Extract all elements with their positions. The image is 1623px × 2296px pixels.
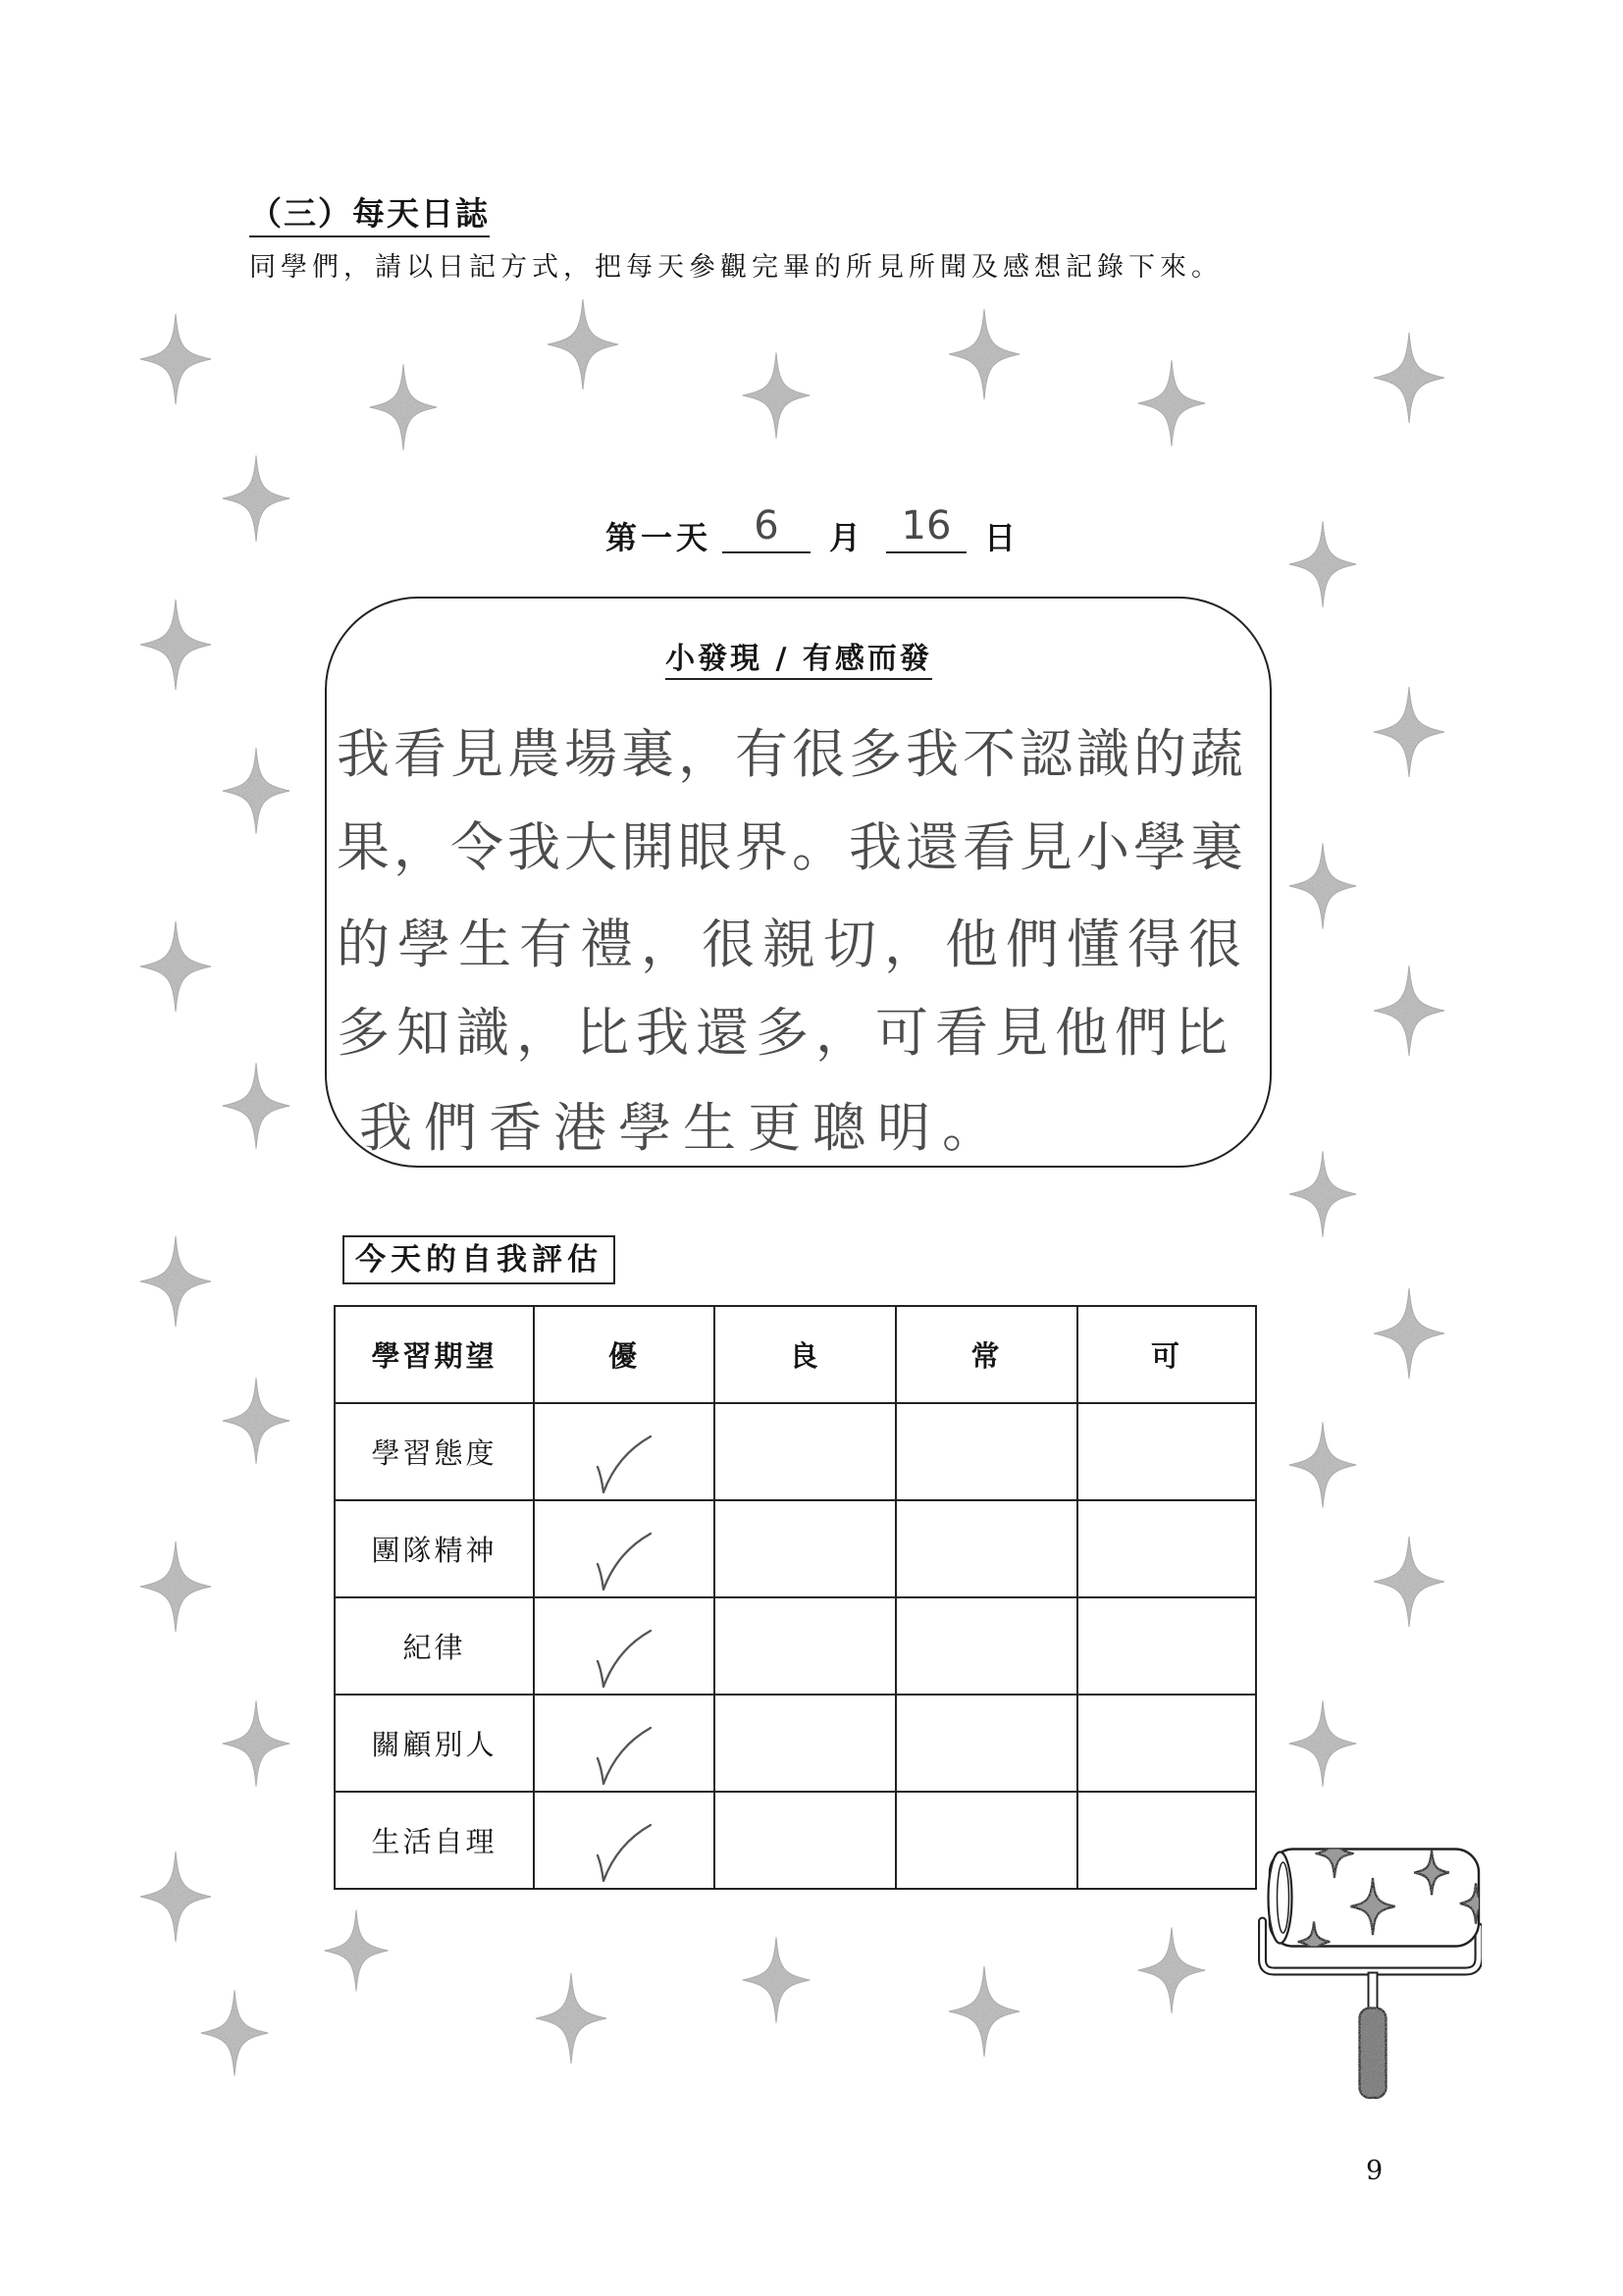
rating-cell [1077,1695,1256,1792]
star-decoration-icon [1374,965,1444,1056]
month-value: 6 [754,503,779,548]
check-mark-icon [594,1531,653,1593]
header-good: 良 [714,1306,896,1403]
rating-cell [896,1403,1077,1500]
criteria-label: 學習態度 [335,1403,534,1500]
rating-cell [714,1695,896,1792]
rating-cell [896,1597,1077,1695]
handwritten-line: 我們香港學生更聰明。 [359,1097,1007,1159]
star-decoration-icon [949,309,1020,399]
star-decoration-icon [223,1700,289,1786]
header-excellent: 優 [534,1306,714,1403]
table-row [335,1500,1256,1597]
header-criteria: 學習期望 [335,1306,534,1403]
star-decoration-icon [1289,1700,1356,1786]
star-decoration-icon [223,1063,289,1148]
rating-cell [534,1500,714,1597]
rating-cell [896,1695,1077,1792]
star-decoration-icon [1289,843,1356,928]
star-decoration-icon [548,299,618,390]
star-decoration-icon [536,1973,606,2063]
star-decoration-icon [743,352,810,438]
star-decoration-icon [949,1966,1020,2057]
handwritten-line: 的學生有禮，很親切，他們懂得很 [337,913,1249,975]
star-decoration-icon [370,364,437,449]
rating-cell [534,1695,714,1792]
month-unit: 月 [829,519,865,556]
table-header-row [335,1306,1256,1403]
rating-cell [714,1403,896,1500]
section-heading: （三）每天日誌 [249,194,490,237]
rating-cell [1077,1500,1256,1597]
self-evaluation-table [334,1305,1257,1890]
reflection-title-text: 小發現 / 有感而發 [665,642,932,680]
rating-cell [896,1500,1077,1597]
rating-cell [714,1597,896,1695]
rating-cell [534,1792,714,1889]
header-average: 常 [896,1306,1077,1403]
rating-cell [1077,1597,1256,1695]
instruction-text: 同學們，請以日記方式，把每天參觀完畢的所見所聞及感想記錄下來。 [249,252,1223,283]
star-decoration-icon [1289,1422,1356,1507]
day-value: 16 [901,503,952,548]
star-decoration-icon [140,1236,211,1327]
rating-cell [1077,1792,1256,1889]
reflection-title [325,640,1273,679]
star-decoration-icon [140,600,211,690]
criteria-label: 紀律 [335,1597,534,1695]
star-decoration-icon [140,1541,211,1632]
star-decoration-icon [140,1852,211,1942]
star-decoration-icon [223,455,289,541]
check-mark-icon [594,1725,653,1788]
check-mark-icon [594,1628,653,1691]
table-row [335,1792,1256,1889]
page-number: 9 [1366,2156,1384,2186]
rating-cell [714,1792,896,1889]
star-decoration-icon [201,1990,268,2075]
star-decoration-icon [1289,1151,1356,1236]
rating-cell [1077,1403,1256,1500]
star-decoration-icon [1374,1288,1444,1379]
day-label: 第一天 [605,519,712,556]
rating-cell [896,1792,1077,1889]
star-decoration-icon [743,1937,810,2022]
star-decoration-icon [140,314,211,404]
star-decoration-icon [1374,687,1444,777]
handwritten-line: 多知識，比我還多，可看見他們比 [337,1002,1234,1064]
roller-drum [1269,1845,1483,1962]
rating-cell [534,1403,714,1500]
check-mark-icon [594,1822,653,1885]
criteria-label: 團隊精神 [335,1500,534,1597]
day-unit: 日 [984,519,1021,556]
header-fair: 可 [1077,1306,1256,1403]
handwritten-line: 果，令我大開眼界。我還看見小學裏 [337,816,1247,878]
star-decoration-icon [140,921,211,1012]
star-decoration-icon [223,1378,289,1463]
star-decoration-icon [223,748,289,833]
rating-cell [714,1500,896,1597]
star-decoration-icon [325,1910,389,1992]
reflection-box [325,597,1272,1168]
paint-roller-illustration [1255,1845,1482,2104]
star-decoration-icon [1138,360,1205,445]
star-decoration-icon [1374,333,1444,423]
star-decoration-icon [1374,1537,1444,1627]
star-decoration-icon [1289,521,1356,606]
criteria-label: 關顧別人 [335,1695,534,1792]
table-row [335,1695,1256,1792]
star-decoration-icon [1138,1927,1205,2012]
self-evaluation-label: 今天的自我評估 [342,1235,615,1284]
roller-handle-grip [1360,2009,1387,2099]
criteria-label: 生活自理 [335,1792,534,1889]
rating-cell [534,1597,714,1695]
table-row [335,1597,1256,1695]
handwritten-line: 我看見農場裏，有很多我不認識的蔬 [337,723,1247,785]
table-row [335,1403,1256,1500]
check-mark-icon [594,1434,653,1496]
